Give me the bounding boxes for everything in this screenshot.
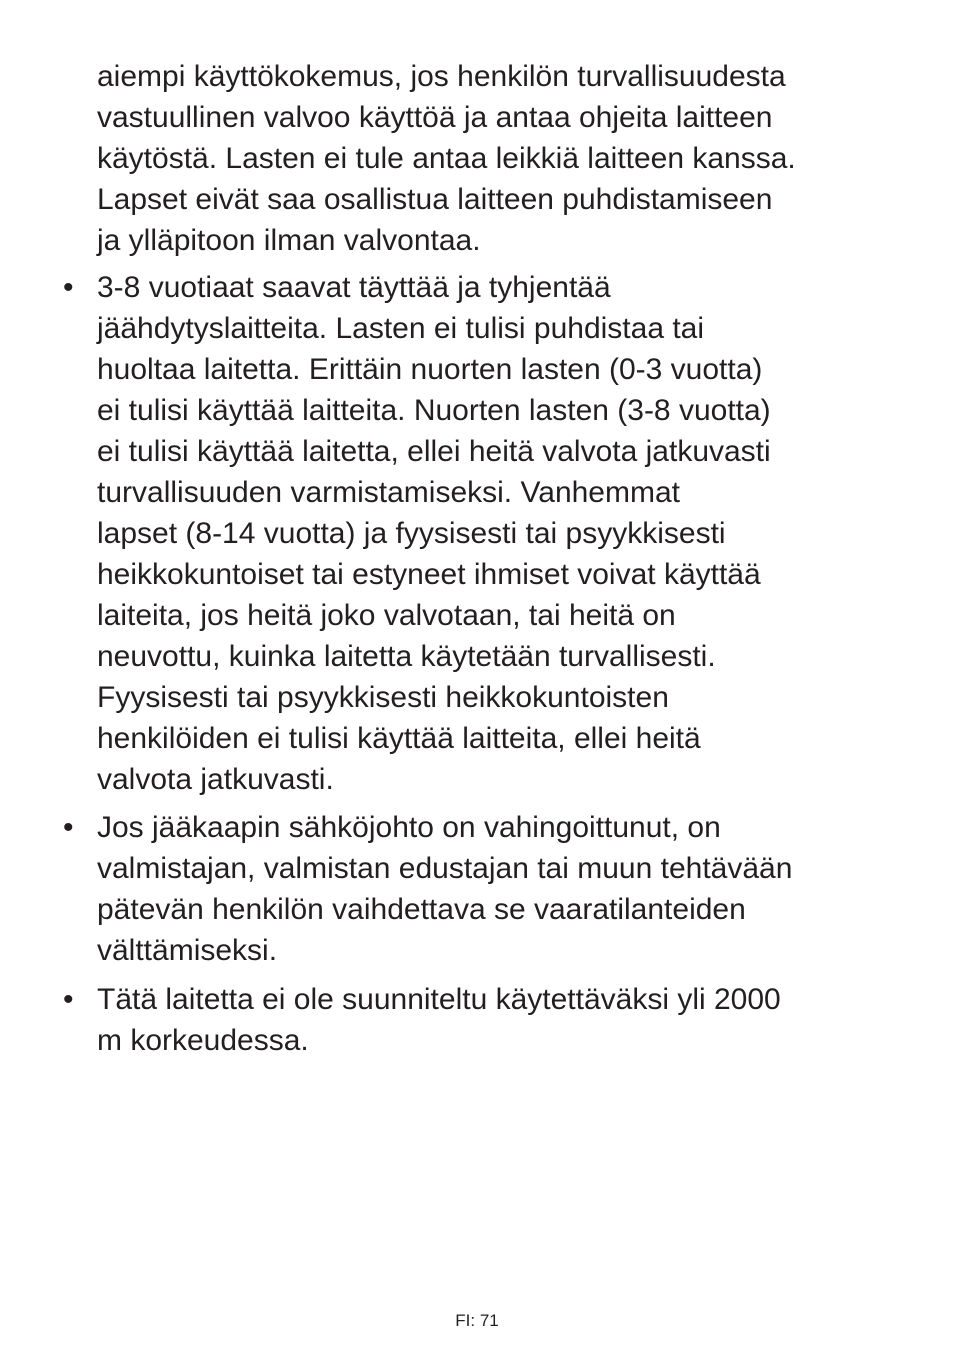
page-number: FI: 71 <box>455 1311 499 1330</box>
bullet-icon: • <box>63 811 74 844</box>
bullet-icon: • <box>63 271 74 304</box>
intro-paragraph: aiempi käyttökokemus, jos henkilön turvallisuudesta vastuullinen valvoo käyttöä ja antaa ohjeita laitteen käytöstä. Lasten ei tule antaa leikkiä laitteen kanssa. Lapset eivät saa osallistua laitteen puhdistamiseen ja ylläpitoon ilman valvontaa. <box>97 60 796 257</box>
bullet-icon: • <box>63 983 74 1016</box>
list-item <box>0 267 954 800</box>
bullet-list <box>0 267 954 1061</box>
list-item <box>0 979 954 1061</box>
list-item <box>0 807 954 971</box>
list-item-text: Tätä laitetta ei ole suunniteltu käytettäväksi yli 2000 m korkeudessa. <box>97 983 781 1057</box>
list-item-text: 3-8 vuotiaat saavat täyttää ja tyhjentää jäähdytyslaitteita. Lasten ei tulisi puhdistaa tai huoltaa laitetta. Erittäin nuorten lasten (0-3 vuotta) ei tulisi käyttää laitteita. Nuorten lasten (3-8 vuotta) ei tulisi käyttää laitetta, ellei heitä valvota jatkuvasti turvallisuuden varmistamiseksi. Vanhemmat lapset (8-14 vuotta) ja fyysisesti tai psyykkisesti heikkokuntoiset tai estyneet ihmiset voivat käyttää laiteita, jos heitä joko valvotaan, tai heitä on neuvottu, kuinka laitetta käytetään turvallisesti. Fyysisesti tai psyykkisesti heikkokuntoisten henkilöiden ei tulisi käyttää laitteita, ellei heitä valvota jatkuvasti. <box>97 271 771 796</box>
page-content <box>0 56 954 1061</box>
list-item-text: Jos jääkaapin sähköjohto on vahingoittunut, on valmistajan, valmistan edustajan tai muun tehtävään pätevän henkilön vaihdettava se vaaratilanteiden välttämiseksi. <box>97 811 793 967</box>
